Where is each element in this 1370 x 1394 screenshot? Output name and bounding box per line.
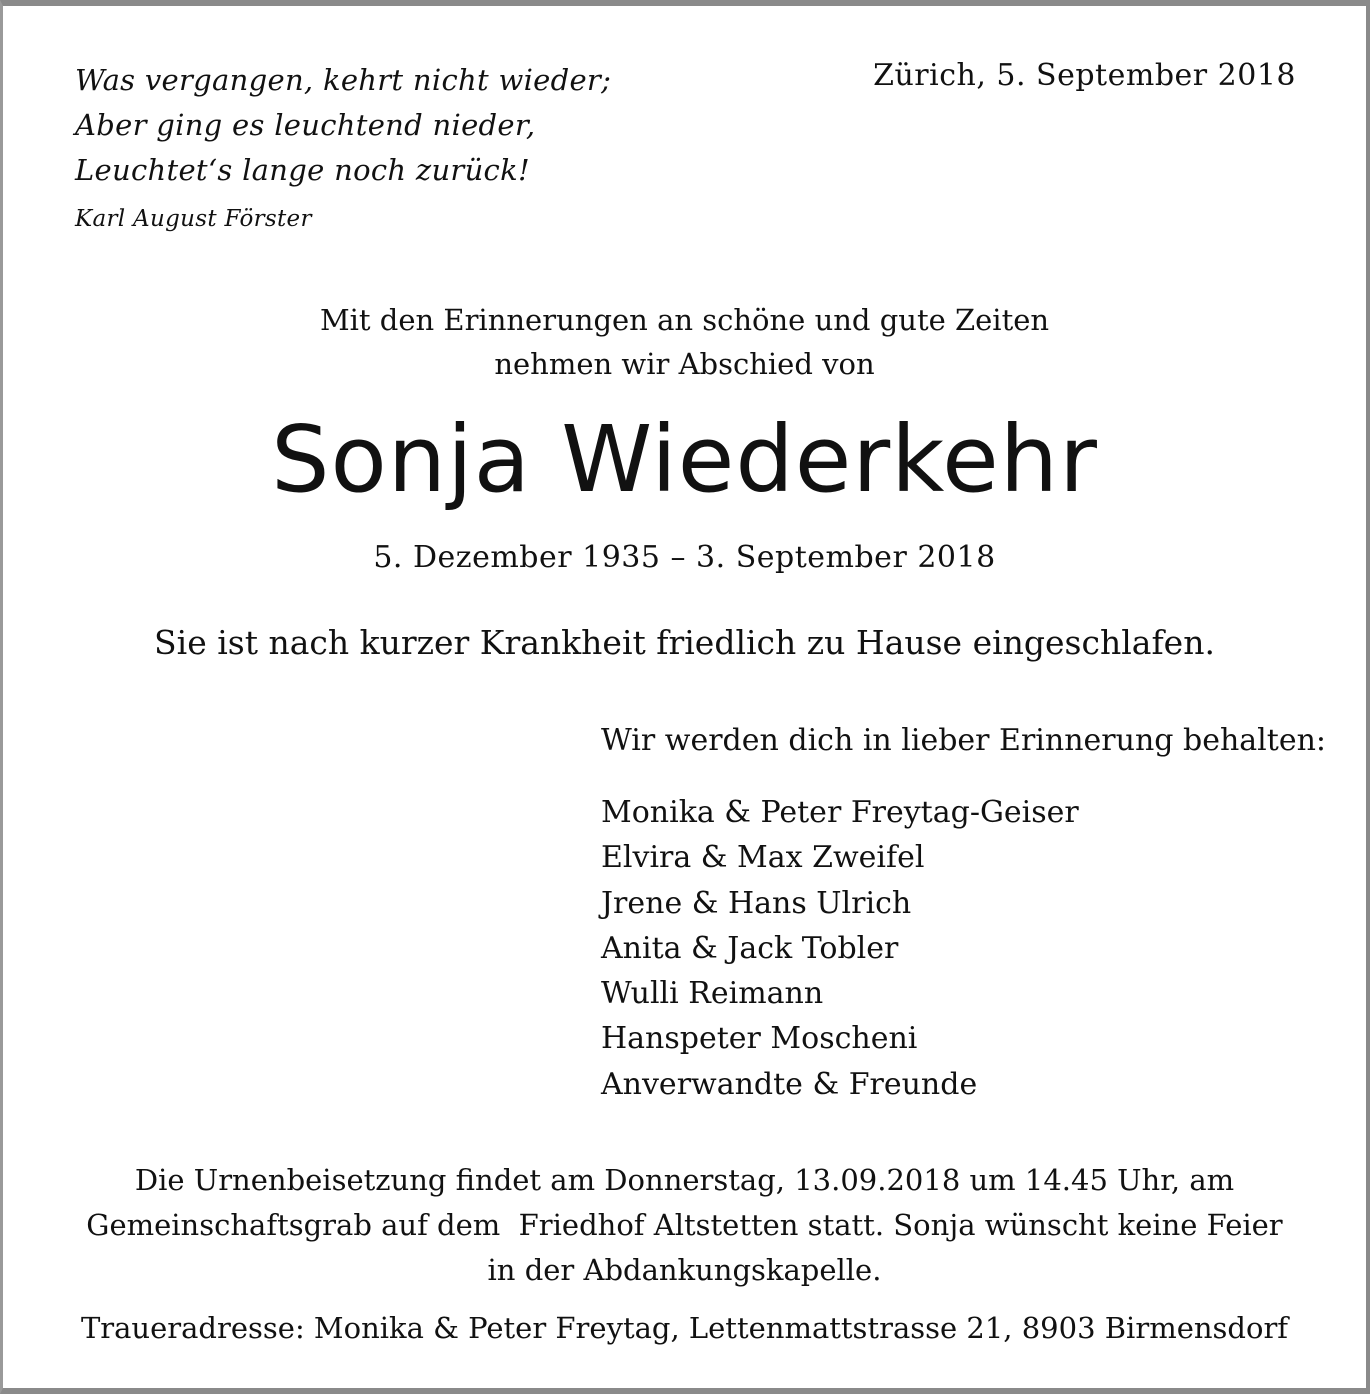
funeral-line: in der Abdankungskapelle. [487,1253,882,1287]
funeral-line: Gemeinschaftsgrab auf dem Friedhof Altstetten statt. Sonja wünscht keine Feier [86,1208,1283,1242]
mourner-name: Monika & Peter Freytag-Geiser [601,795,1079,830]
intro-line: nehmen wir Abschied von [494,347,875,381]
poem-line: Was vergangen, kehrt nicht wieder; [75,63,612,97]
poem [75,58,611,193]
funeral-details [3,1158,1366,1293]
mourner-name: Wulli Reimann [601,976,824,1012]
poem-line: Leuchtet‘s lange noch zurück! [75,153,530,187]
mourners-heading: Wir werden dich in lieber Erinnerung behalten: [601,723,1327,758]
mourner-name: Anita & Jack Tobler [601,930,899,966]
funeral-line: Die Urnenbeisetzung findet am Donnerstag, 13.09.2018 um 14.45 Uhr, am [134,1163,1235,1197]
poem-author: Karl August Förster [75,206,312,232]
mourning-address: Traueradresse: Monika & Peter Freytag, Lettenmattstrasse 21, 8903 Birmensdorf [80,1311,1289,1345]
mourners-list [601,790,1079,1107]
place-date: Zürich, 5. September 2018 [873,58,1296,93]
intro-text [3,298,1366,386]
intro-line: Mit den Erinnerungen an schöne und gute Zeiten [319,303,1050,337]
mourner-name: Hanspeter Moscheni [601,1021,918,1057]
mourner-name: Anverwandte & Freunde [601,1066,978,1102]
life-dates: 5. Dezember 1935 – 3. September 2018 [373,540,996,575]
poem-line: Aber ging es leuchtend nieder, [75,108,536,142]
death-statement: Sie ist nach kurzer Krankheit friedlich zu Hause eingeschlafen. [154,623,1215,662]
mourner-name: Jrene & Hans Ulrich [601,885,912,921]
deceased-name: Sonja Wiederkehr [271,406,1098,513]
mourner-name: Elvira & Max Zweifel [601,840,925,876]
